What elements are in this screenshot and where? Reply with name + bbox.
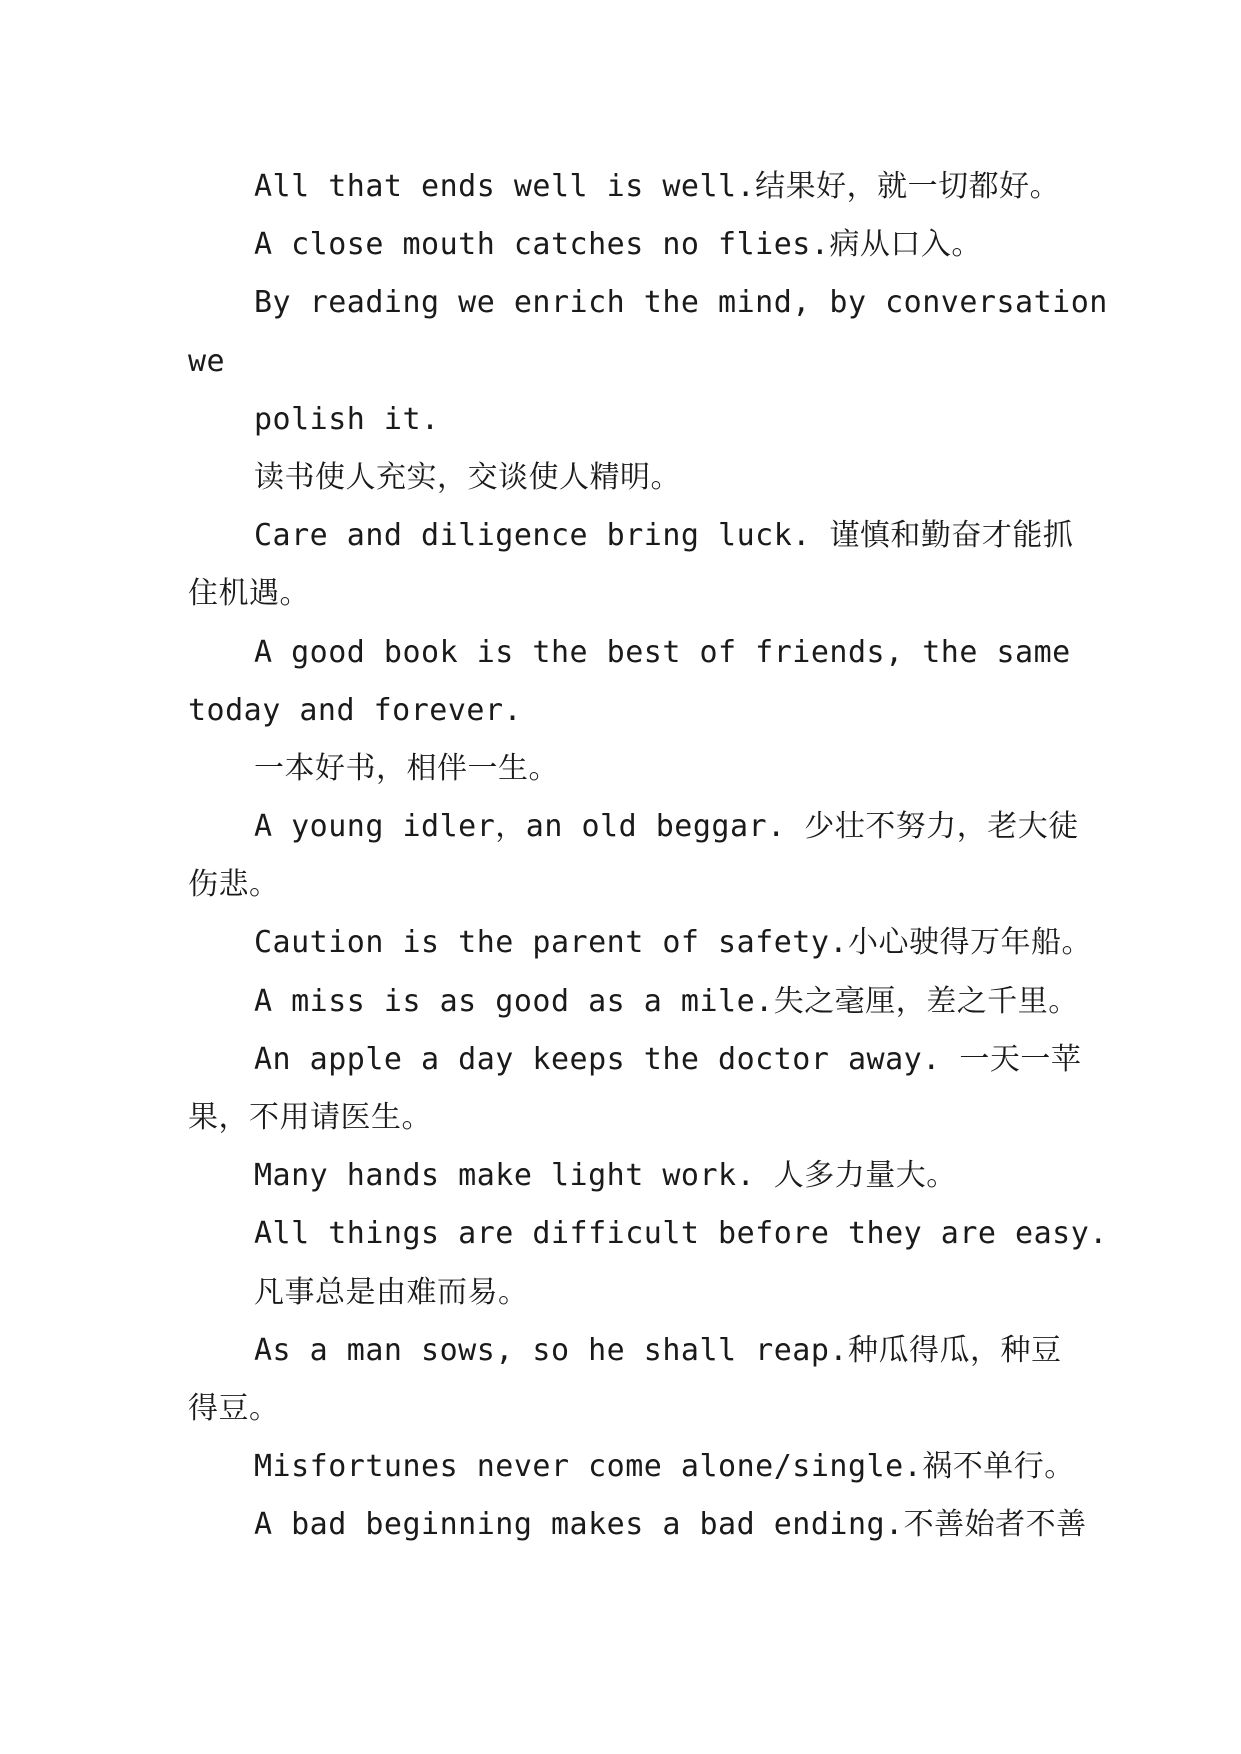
text-line: Misfortunes never come alone/single.祸不单行。: [254, 1449, 1075, 1485]
text-line: Caution is the parent of safety.小心驶得万年船。: [254, 925, 1092, 961]
text-line: An apple a day keeps the doctor away. 一天一苹: [254, 1041, 1082, 1077]
text-line: today and forever.: [188, 692, 523, 728]
text-line: 得豆。: [188, 1390, 280, 1426]
text-line: As a man sows, so he shall reap.种瓜得瓜，种豆: [254, 1332, 1062, 1368]
text-line: 伤悲。: [188, 867, 280, 903]
text-line: 果，不用请医生。: [188, 1100, 432, 1135]
text-line: 读书使人充实，交谈使人精明。: [254, 459, 681, 495]
text-line: Many hands make light work. 人多力量大。: [254, 1158, 957, 1194]
text-line: A young idler，an old beggar. 少壮不努力，老大徒: [254, 809, 1079, 845]
text-line: All that ends well is well.结果好，就一切都好。: [254, 169, 1061, 204]
text-line: A bad beginning makes a bad ending.不善始者不善: [254, 1507, 1087, 1543]
text-line: A good book is the best of friends, the same: [254, 634, 1071, 670]
text-line: 一本好书，相伴一生。: [254, 750, 559, 786]
text-line: we: [188, 343, 226, 379]
text-line: Care and diligence bring luck. 谨慎和勤奋才能抓: [254, 518, 1074, 554]
text-line: 住机遇。: [188, 576, 310, 612]
document-body: [188, 158, 1108, 1555]
text-line: A close mouth catches no flies.病从口入。: [254, 227, 982, 263]
text-line: By reading we enrich the mind, by conversation: [254, 285, 1108, 321]
text-line: polish it.: [254, 401, 440, 437]
text-line: A miss is as good as a mile.失之毫厘，差之千里。: [254, 983, 1079, 1019]
text-line: All things are difficult before they are easy.: [254, 1216, 1108, 1252]
text-line: 凡事总是由难而易。: [254, 1274, 529, 1310]
